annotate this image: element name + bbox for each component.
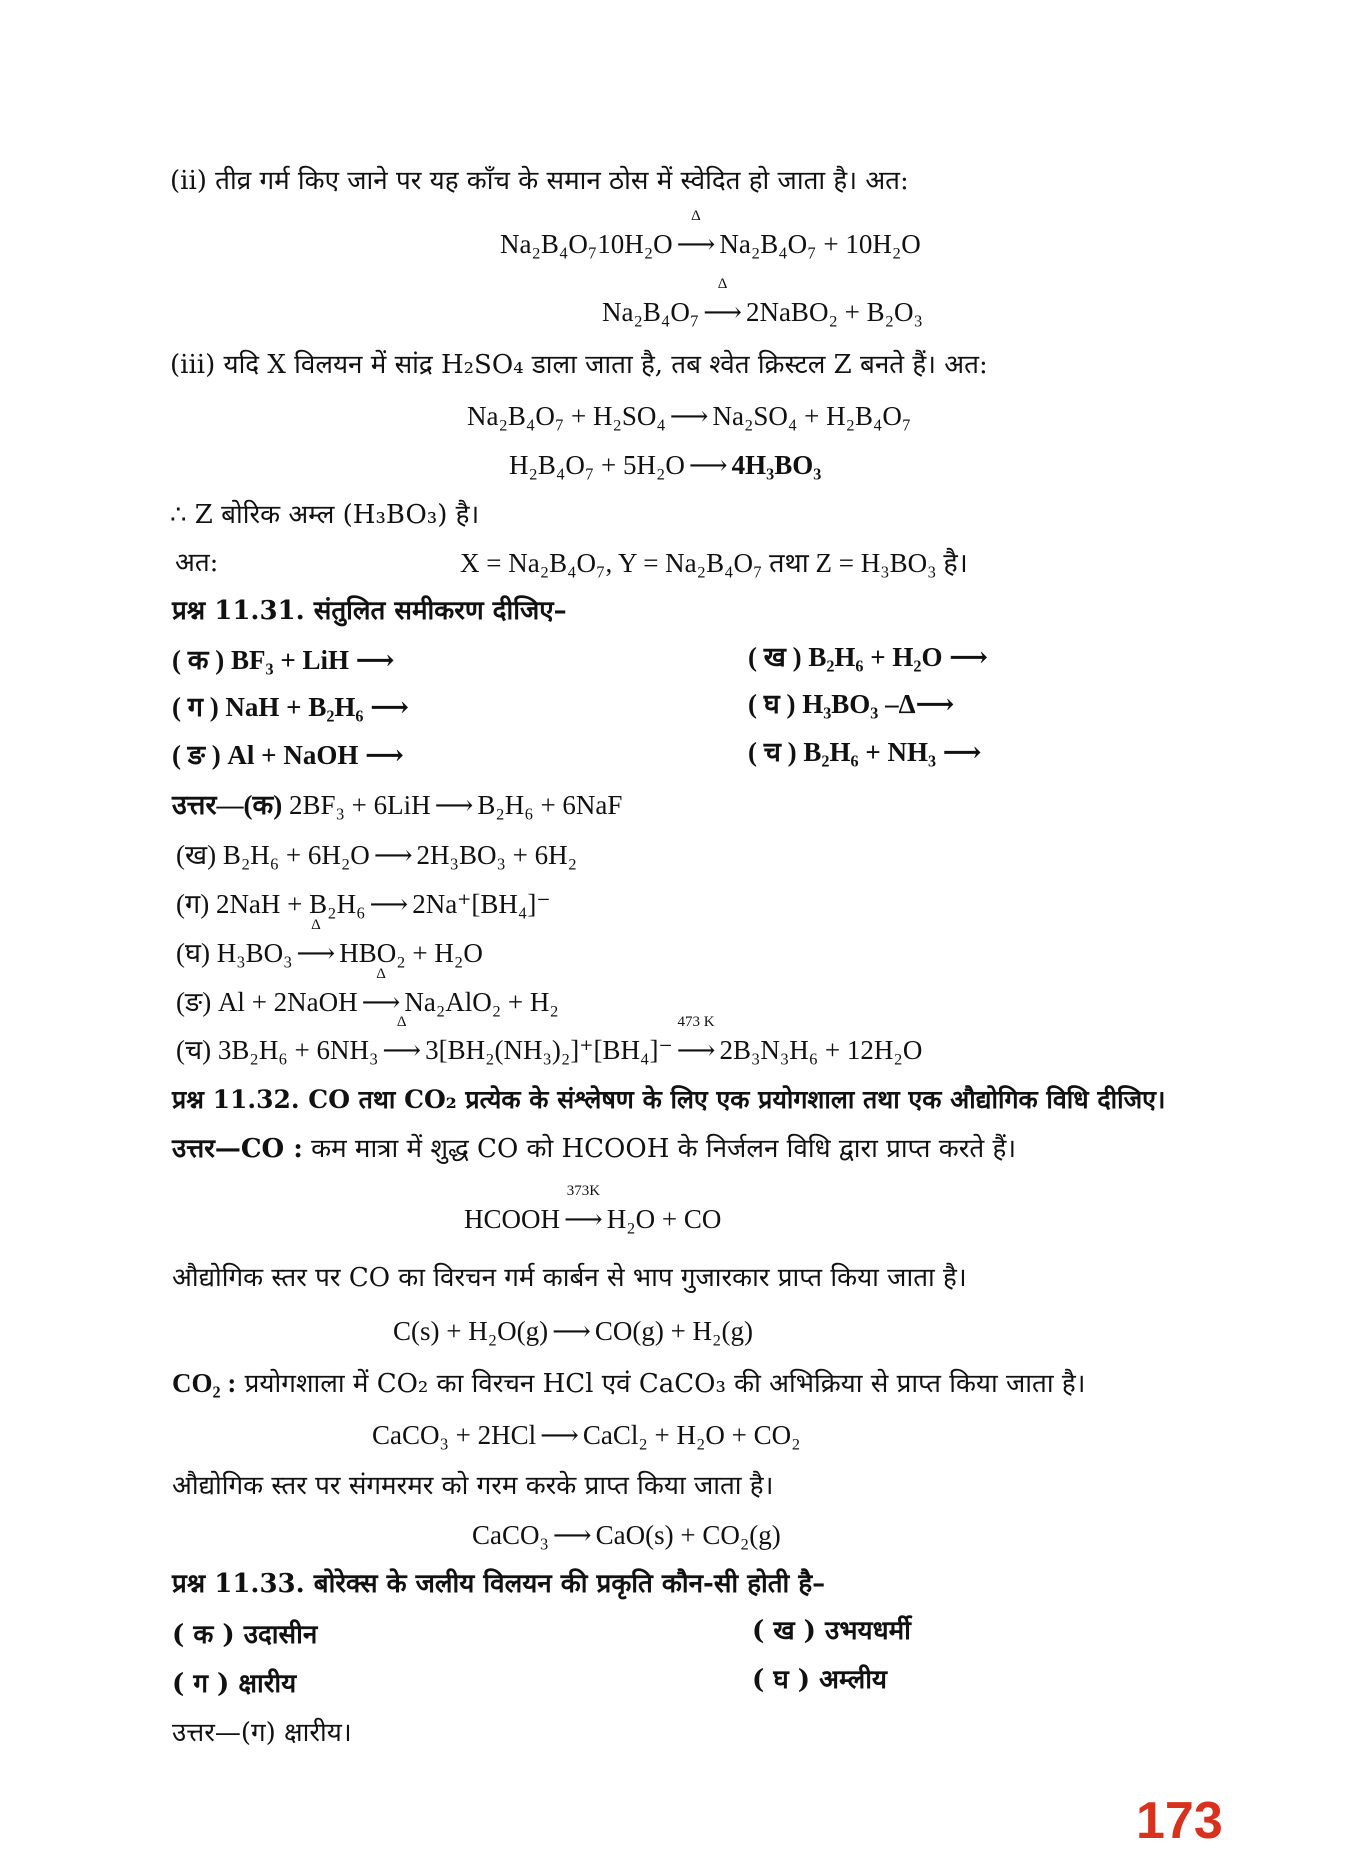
page-number: 173 xyxy=(1136,1792,1223,1850)
equation-borax-dehydration xyxy=(500,208,921,260)
q32-answer-co xyxy=(172,1133,1016,1165)
eq-rhs: 4H₃BO₃ xyxy=(731,450,822,480)
eq-condition: 373K xyxy=(566,1183,601,1199)
eq-lhs: Al + 2NaOH xyxy=(217,987,358,1017)
answer-prefix: (च) xyxy=(176,1035,212,1065)
eq-lhs: CaCO₃ + 2HCl xyxy=(372,1420,537,1450)
eq-rhs: Na₂B₄O₇ + 10H₂O xyxy=(719,229,921,259)
eq-lhs: H₂B₄O₇ + 5H₂O xyxy=(509,450,685,480)
eq-lhs: Na₂B₄O₇ + H₂SO₄ xyxy=(467,401,666,431)
eq-lhs: CaCO₃ xyxy=(472,1520,549,1550)
q31-answer-gha: (घ) H₃BO₃ Δ ⟶ HBO₂ + H₂O xyxy=(176,917,483,968)
answer-prefix: (ग) xyxy=(176,889,210,919)
answer-text: कम मात्रा में शुद्ध CO को HCOOH के निर्जलन विधि द्वारा प्राप्त करते हैं। xyxy=(311,1134,1017,1164)
part-iii-text: (iii) यदि X विलयन में सांद्र H₂SO₄ डाला जाता है, तब श्वेत क्रिस्टल Z बनते हैं। अत: xyxy=(170,350,988,380)
equation-co-industrial: C(s) + H₂O(g) ⟶ CO(g) + H₂(g) xyxy=(393,1316,753,1346)
eq-lhs: C(s) + H₂O(g) xyxy=(393,1316,549,1346)
ata-result: X = Na₂B₄O₇, Y = Na₂B₄O₇ तथा Z = H₃BO₃ है। xyxy=(460,548,968,578)
reaction-arrow: ⟶ xyxy=(669,401,709,431)
eq-rhs: CaO(s) + CO₂(g) xyxy=(595,1520,781,1550)
q31-answer-nga: (ङ) Al + 2NaOH Δ ⟶ Na₂AlO₂ + H₂ xyxy=(176,966,559,1017)
q31-option-gha: ( घ ) H₃BO₃ –Δ⟶ xyxy=(748,689,955,719)
answer-prefix: (घ) xyxy=(176,938,210,968)
eq-condition: Δ xyxy=(691,208,701,224)
q32-answer-co2 xyxy=(172,1367,1086,1400)
q33-option-kha: ( ख ) उभयधर्मी xyxy=(752,1616,911,1646)
q33-option-gha: ( घ ) अम्लीय xyxy=(752,1665,888,1695)
q31-option-cha: ( च ) B₂H₆ + NH₃ ⟶ xyxy=(748,737,982,767)
equation-borax-acid xyxy=(467,400,911,432)
ata-label: अत: xyxy=(175,548,219,578)
eq-condition: Δ xyxy=(396,1014,407,1030)
answer-prefix: (ख) xyxy=(176,840,217,870)
q31-answer-kha: (ख) B₂H₆ + 6H₂O ⟶ 2H₃BO₃ + 6H₂ xyxy=(176,840,578,870)
eq-rhs: B₂H₆ + 6NaF xyxy=(477,790,623,820)
co2-industrial-text: औद्योगिक स्तर पर संगमरमर को गरम करके प्राप्त किया जाता है। xyxy=(172,1471,774,1501)
eq-lhs: 2NaH + B₂H₆ xyxy=(215,889,366,919)
part-ii-text: (ii) तीव्र गर्म किए जाने पर यह काँच के समान ठोस में स्वेदित हो जाता है। अत: xyxy=(170,166,909,196)
eq-rhs: H₂O + CO xyxy=(606,1204,722,1234)
eq-lhs: Na₂B₄O₇10H₂O xyxy=(500,229,673,259)
eq-lhs: 3B₂H₆ + 6NH₃ xyxy=(217,1035,379,1065)
eq-lhs: B₂H₆ + 6H₂O xyxy=(222,840,370,870)
answer-prefix: उत्तर—(क) xyxy=(172,790,283,820)
q31-answer-cha: (च) 3B₂H₆ + 6NH₃ Δ ⟶ 3[BH₂(NH₃)₂]⁺[BH₄]⁻ 473 K ⟶ 2B₃N₃H₆ + 12H₂O xyxy=(176,1014,923,1065)
eq-lhs: HCOOH xyxy=(464,1204,561,1234)
answer-prefix: (ङ) xyxy=(176,987,212,1017)
answer-prefix: उत्तर—CO : xyxy=(172,1134,303,1164)
q31-answer-ga: (ग) 2NaH + B₂H₆ ⟶ 2Na⁺[BH₄]⁻ xyxy=(176,889,551,919)
equation-co2-lab: CaCO₃ + 2HCl ⟶ CaCl₂ + H₂O + CO₂ xyxy=(372,1420,801,1450)
reaction-arrow: ⟶ xyxy=(703,297,742,327)
q31-option-ka: ( क ) BF₃ + LiH ⟶ xyxy=(172,645,395,675)
question-11-31-title: प्रश्न 11.31. संतुलित समीकरण दीजिए– xyxy=(172,596,567,626)
eq-rhs: 2H₃BO₃ + 6H₂ xyxy=(416,840,578,870)
eq-rhs: 2B₃N₃H₆ + 12H₂O xyxy=(719,1035,923,1065)
eq-rhs: HBO₂ + H₂O xyxy=(339,938,483,968)
eq-rhs: CaCl₂ + H₂O + CO₂ xyxy=(582,1420,801,1450)
eq-lhs: Na₂B₄O₇ xyxy=(602,297,700,327)
q33-answer: उत्तर—(ग) क्षारीय। xyxy=(172,1718,352,1748)
co-industrial-text: औद्योगिक स्तर पर CO का विरचन गर्म कार्बन से भाप गुजारकार प्राप्त किया जाता है। xyxy=(172,1263,967,1293)
q31-option-ga: ( ग ) NaH + B₂H₆ ⟶ xyxy=(172,692,409,722)
answer-text: प्रयोगशाला में CO₂ का विरचन HCl एवं CaCO₃ की अभिक्रिया से प्राप्त किया जाता है। xyxy=(244,1369,1086,1399)
eq-rhs: 2NaBO₂ + B₂O₃ xyxy=(745,297,923,327)
equation-boric-acid xyxy=(509,449,821,481)
question-11-33-title: प्रश्न 11.33. बोरेक्स के जलीय विलयन की प्रकृति कौन-सी होती है– xyxy=(172,1569,826,1599)
eq-lhs: H₃BO₃ xyxy=(216,938,293,968)
question-11-32-title: प्रश्न 11.32. CO तथा CO₂ प्रत्येक के संश्लेषण के लिए एक प्रयोगशाला तथा एक औद्योगिक विधि दीजिए। xyxy=(172,1085,1166,1114)
eq-condition-2: 473 K xyxy=(677,1014,715,1030)
therefore-line: ∴ Z बोरिक अम्ल (H₃BO₃) है। xyxy=(170,500,480,530)
eq-intermediate: 3[BH₂(NH₃)₂]⁺[BH₄]⁻ xyxy=(425,1035,673,1065)
q31-answer-ka: उत्तर—(क) 2BF₃ + 6LiH ⟶ B₂H₆ + 6NaF xyxy=(172,790,623,820)
eq-rhs: Na₂AlO₂ + H₂ xyxy=(404,987,559,1017)
reaction-arrow: ⟶ xyxy=(688,450,728,480)
q31-option-kha: ( ख ) B₂H₆ + H₂O ⟶ xyxy=(748,642,988,672)
equation-co-lab: HCOOH 373K ⟶ H₂O + CO xyxy=(464,1183,722,1234)
eq-rhs: Na₂SO₄ + H₂B₄O₇ xyxy=(712,401,912,431)
eq-rhs: CO(g) + H₂(g) xyxy=(594,1316,753,1346)
equation-co2-industrial: CaCO₃ ⟶ CaO(s) + CO₂(g) xyxy=(472,1520,781,1550)
eq-condition: Δ xyxy=(717,276,728,292)
q31-option-nga: ( ङ ) Al + NaOH ⟶ xyxy=(172,740,404,770)
eq-condition: Δ xyxy=(376,966,386,982)
equation-borax-glass xyxy=(602,276,923,328)
eq-condition: Δ xyxy=(311,917,321,933)
reaction-arrow: ⟶ xyxy=(676,229,716,259)
answer-prefix: CO₂ : xyxy=(172,1368,237,1398)
eq-rhs: 2Na⁺[BH₄]⁻ xyxy=(412,889,551,919)
q33-option-ka: ( क ) उदासीन xyxy=(172,1620,318,1650)
q33-option-ga: ( ग ) क्षारीय xyxy=(172,1669,297,1699)
eq-lhs: 2BF₃ + 6LiH xyxy=(288,790,431,820)
